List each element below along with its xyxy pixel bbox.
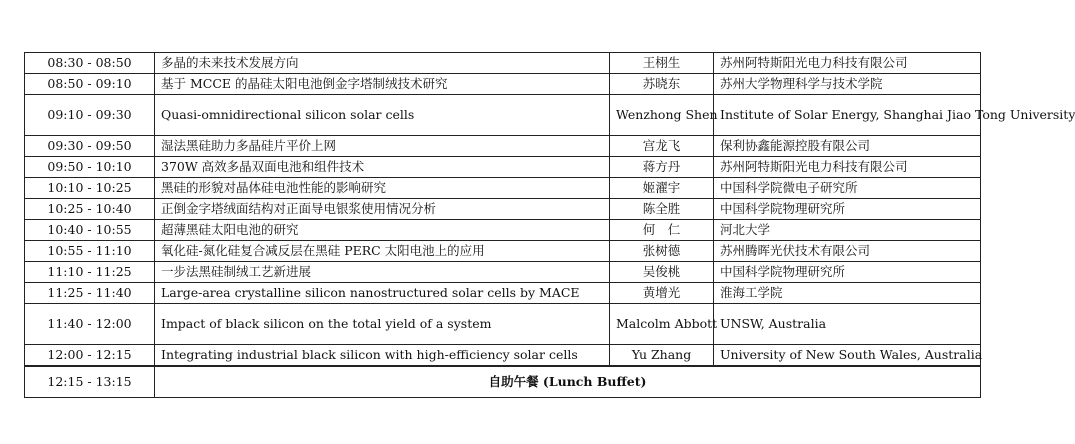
session-organization: 河北大学 <box>714 220 981 241</box>
session-topic: Quasi-omnidirectional silicon solar cells <box>155 95 610 136</box>
session-topic: 多晶的未来技术发展方向 <box>155 53 610 74</box>
table-row <box>25 136 981 157</box>
table-row <box>25 53 981 74</box>
table-row <box>25 95 981 136</box>
session-time: 10:40 - 10:55 <box>25 220 155 241</box>
session-speaker: 黄增光 <box>610 283 714 304</box>
session-organization: 中国科学院微电子研究所 <box>714 178 981 199</box>
session-organization: Institute of Solar Energy, Shanghai Jiao Tong University <box>714 95 981 136</box>
session-time: 08:50 - 09:10 <box>25 74 155 95</box>
session-topic: 正倒金字塔绒面结构对正面导电银浆使用情况分析 <box>155 199 610 220</box>
session-time: 10:25 - 10:40 <box>25 199 155 220</box>
session-speaker: 王栩生 <box>610 53 714 74</box>
schedule-table <box>24 52 1075 398</box>
table-row <box>25 304 981 345</box>
session-organization: 保利协鑫能源控股有限公司 <box>714 136 981 157</box>
session-time: 09:50 - 10:10 <box>25 157 155 178</box>
table-row <box>25 262 981 283</box>
table-row <box>25 199 981 220</box>
session-organization: 苏州阿特斯阳光电力科技有限公司 <box>714 53 981 74</box>
table-row <box>25 74 981 95</box>
lunch-label: 自助午餐 (Lunch Buffet) <box>155 366 981 398</box>
schedule-body <box>25 53 1075 398</box>
session-topic: Integrating industrial black silicon with high-efficiency solar cells <box>155 345 610 367</box>
session-time: 09:30 - 09:50 <box>25 136 155 157</box>
session-speaker: 苏晓东 <box>610 74 714 95</box>
table-row <box>25 157 981 178</box>
session-speaker: 姬濯宇 <box>610 178 714 199</box>
session-topic: 湿法黑硅助力多晶硅片平价上网 <box>155 136 610 157</box>
session-speaker: 宫龙飞 <box>610 136 714 157</box>
session-speaker: Wenzhong Shen <box>610 95 714 136</box>
session-topic: 超薄黑硅太阳电池的研究 <box>155 220 610 241</box>
session-topic: 370W 高效多晶双面电池和组件技术 <box>155 157 610 178</box>
session-topic: 黑硅的形貌对晶体硅电池性能的影响研究 <box>155 178 610 199</box>
session-time: 10:10 - 10:25 <box>25 178 155 199</box>
session-topic: Large-area crystalline silicon nanostructured solar cells by MACE <box>155 283 610 304</box>
session-speaker: Malcolm Abbott <box>610 304 714 345</box>
session-topic: 一步法黑硅制绒工艺新进展 <box>155 262 610 283</box>
session-time: 10:55 - 11:10 <box>25 241 155 262</box>
lunch-time: 12:15 - 13:15 <box>25 366 155 398</box>
session-organization: 淮海工学院 <box>714 283 981 304</box>
session-speaker: 陈全胜 <box>610 199 714 220</box>
session-organization: University of New South Wales, Australia <box>714 345 981 367</box>
session-speaker: 蒋方丹 <box>610 157 714 178</box>
session-time: 11:40 - 12:00 <box>25 304 155 345</box>
session-organization: 中国科学院物理研究所 <box>714 262 981 283</box>
session-time: 11:10 - 11:25 <box>25 262 155 283</box>
table-row <box>25 241 981 262</box>
session-speaker: 何 仁 <box>610 220 714 241</box>
session-topic: 基于 MCCE 的晶硅太阳电池倒金字塔制绒技术研究 <box>155 74 610 95</box>
session-speaker: Yu Zhang <box>610 345 714 367</box>
table-row <box>25 345 981 367</box>
session-topic: Impact of black silicon on the total yield of a system <box>155 304 610 345</box>
table-row <box>25 220 981 241</box>
session-organization: 苏州阿特斯阳光电力科技有限公司 <box>714 157 981 178</box>
table-row <box>25 283 981 304</box>
session-speaker: 吴俊桃 <box>610 262 714 283</box>
session-organization: 中国科学院物理研究所 <box>714 199 981 220</box>
table-row <box>25 178 981 199</box>
session-topic: 氧化硅-氮化硅复合减反层在黑硅 PERC 太阳电池上的应用 <box>155 241 610 262</box>
session-time: 12:00 - 12:15 <box>25 345 155 367</box>
session-organization: UNSW, Australia <box>714 304 981 345</box>
session-organization: 苏州腾晖光伏技术有限公司 <box>714 241 981 262</box>
session-time: 08:30 - 08:50 <box>25 53 155 74</box>
session-time: 11:25 - 11:40 <box>25 283 155 304</box>
session-speaker: 张树德 <box>610 241 714 262</box>
session-organization: 苏州大学物理科学与技术学院 <box>714 74 981 95</box>
lunch-row <box>25 366 981 398</box>
session-time: 09:10 - 09:30 <box>25 95 155 136</box>
